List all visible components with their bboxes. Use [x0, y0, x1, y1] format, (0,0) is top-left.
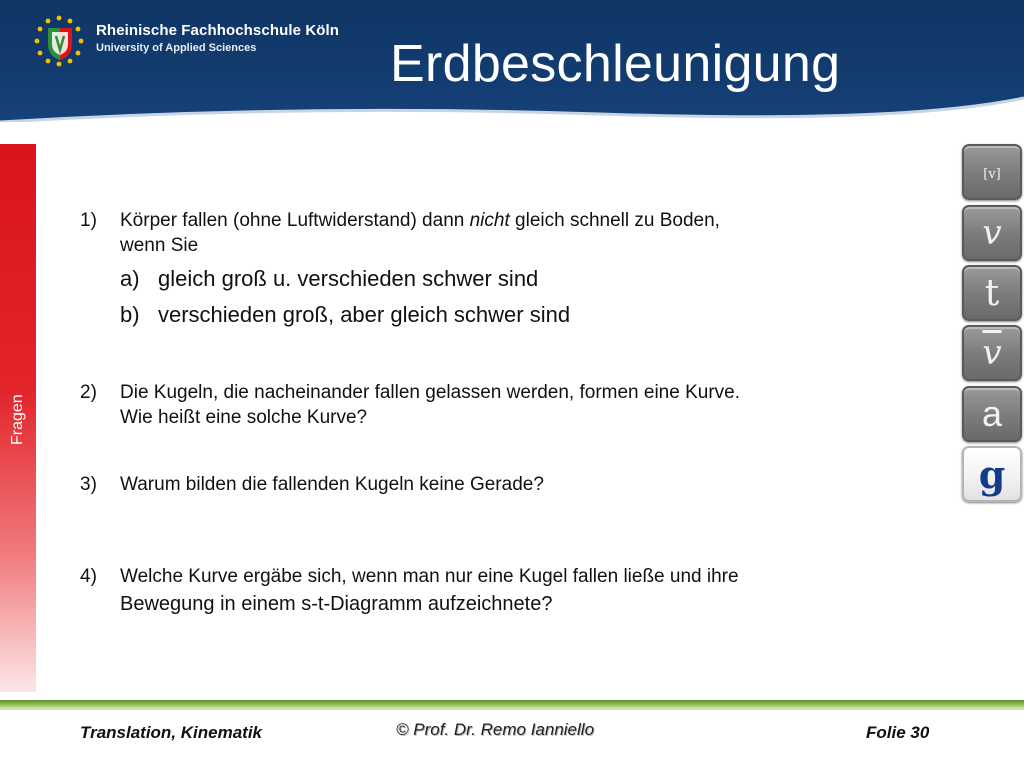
organization-name: Rheinische Fachhochschule Köln: [96, 22, 340, 39]
footer-divider: [0, 700, 1024, 708]
question-text: Körper fallen (ohne Luftwiderstand) dann nicht gleich schnell zu Boden, wenn Sie: [120, 210, 720, 256]
university-logo-icon: [30, 14, 88, 70]
nav-button-time[interactable]: [962, 265, 1022, 321]
nav-button-average-velocity[interactable]: [962, 325, 1022, 381]
option-text: gleich groß u. verschieden schwer sind: [158, 266, 539, 291]
question-text: Warum bilden die fallenden Kugeln keine Gerade?: [120, 474, 544, 495]
footer-copyright: © Prof. Dr. Remo Ianniello: [396, 720, 595, 739]
option-label: a): [120, 266, 140, 291]
question-text: Welche Kurve ergäbe sich, wenn man nur eine Kugel fallen ließe und ihre: [120, 566, 739, 587]
footer-slide-number: Folie 30: [866, 723, 930, 742]
option-label: b): [120, 302, 140, 327]
slide-header: [0, 0, 1024, 122]
nav-button-units[interactable]: [962, 144, 1022, 200]
footer-divider-highlight: [0, 708, 1024, 710]
footer-course-name: Translation, Kinematik: [80, 723, 263, 742]
option-text: verschieden groß, aber gleich schwer sind: [158, 302, 571, 327]
emphasis-text: nicht: [469, 210, 510, 231]
question-text: Die Kugeln, die nacheinander fallen gelassen werden, formen eine Kurve. Wie heißt eine solche Kurve?: [120, 382, 741, 428]
nav-button-acceleration[interactable]: [962, 386, 1022, 442]
acceleration-icon: a: [981, 393, 1003, 434]
question-number: 1): [80, 210, 97, 231]
time-icon: t: [984, 272, 1000, 314]
units-icon: [v]: [983, 166, 1001, 182]
section-label: Fragen: [9, 394, 26, 446]
slide-title: Erdbeschleunigung: [390, 35, 841, 93]
nav-button-velocity[interactable]: [962, 205, 1022, 261]
average-velocity-icon: $\overline{v}$: [982, 333, 1002, 373]
question-number: 3): [80, 474, 97, 495]
gravity-icon: g: [978, 451, 1006, 497]
velocity-icon: v: [982, 213, 1002, 253]
organization-subtitle: University of Applied Sciences: [96, 42, 257, 54]
question-4-continuation: Bewegung in einem s-t-Diagramm aufzeichnete?: [120, 593, 553, 615]
question-number: 4): [80, 566, 97, 587]
header-wave-decoration: [0, 96, 1024, 122]
nav-button-gravity[interactable]: [962, 446, 1022, 502]
question-number: 2): [80, 382, 97, 403]
